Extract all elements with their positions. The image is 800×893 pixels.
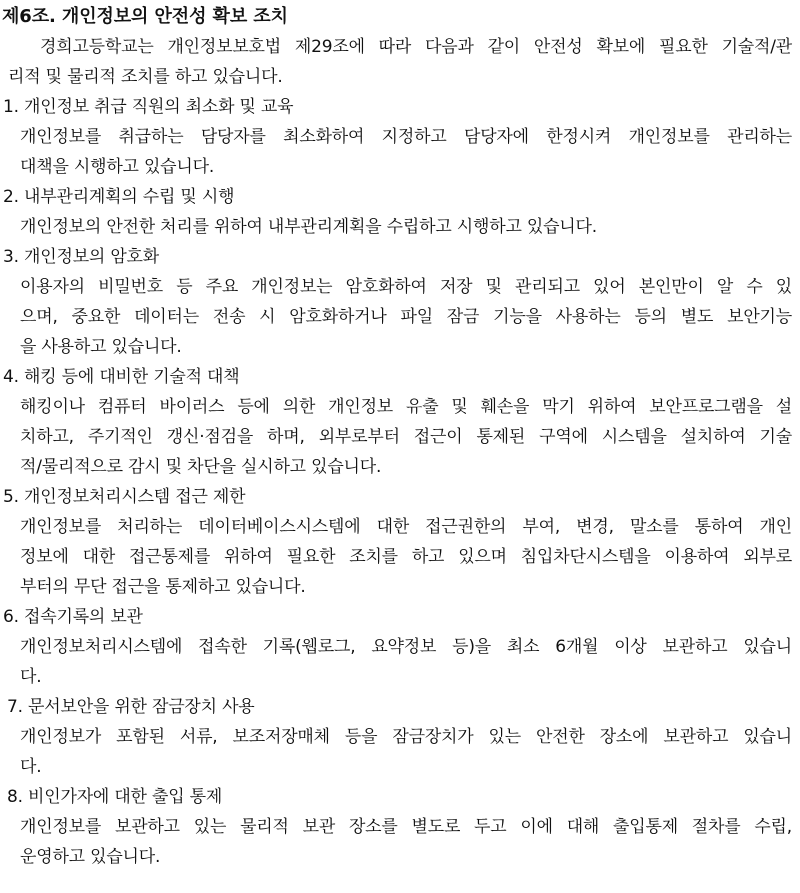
- item-heading: 7. 문서보안을 위한 잠금장치 사용: [7, 697, 255, 717]
- item-body-line: 을 사용하고 있습니다.: [20, 337, 182, 357]
- item-heading: 4. 해킹 등에 대비한 기술적 대책: [3, 367, 240, 387]
- item-body-line: 치하고, 주기적인 갱신·점검을 하며, 외부로부터 접근이 통제된 구역에 시스템을 설치하여 기술: [20, 427, 792, 447]
- item-body-line: 이용자의 비밀번호 등 주요 개인정보는 암호화하여 저장 및 관리되고 있어 본인만이 알 수 있: [20, 277, 792, 297]
- item-body-line: 으며, 중요한 데이터는 전송 시 암호화하거나 파일 잠금 기능을 사용하는 등의 별도 보안기능: [20, 307, 792, 327]
- intro-line-2: 리적 및 물리적 조치를 하고 있습니다.: [8, 67, 283, 87]
- item-body-line: 정보에 대한 접근통제를 위하여 필요한 조치를 하고 있으며 침입차단시스템을 이용하여 외부로: [20, 547, 792, 567]
- item-body-line: 다.: [20, 667, 42, 687]
- item-heading: 5. 개인정보처리시스템 접근 제한: [3, 487, 246, 507]
- item-body-line: 운영하고 있습니다.: [20, 847, 161, 867]
- item-heading: 3. 개인정보의 암호화: [3, 247, 160, 267]
- item-body-line: 해킹이나 컴퓨터 바이러스 등에 의한 개인정보 유출 및 훼손을 막기 위하여 보안프로그램을 설: [20, 397, 792, 417]
- item-body-line: 개인정보를 처리하는 데이터베이스시스템에 대한 접근권한의 부여, 변경, 말소를 통하여 개인: [20, 517, 792, 537]
- intro-line-1: 경희고등학교는 개인정보보호법 제29조에 따라 다음과 같이 안전성 확보에 필요한 기술적/관: [40, 37, 792, 57]
- item-heading: 1. 개인정보 취급 직원의 최소화 및 교육: [3, 97, 294, 117]
- item-body-line: 개인정보처리시스템에 접속한 기록(웹로그, 요약정보 등)을 최소 6개월 이상 보관하고 있습니: [20, 637, 792, 657]
- article-title: 제6조. 개인정보의 안전성 확보 조치: [2, 6, 288, 27]
- item-body-line: 다.: [20, 757, 42, 777]
- item-body-line: 개인정보의 안전한 처리를 위하여 내부관리계획을 수립하고 시행하고 있습니다.: [20, 217, 597, 237]
- item-heading: 2. 내부관리계획의 수립 및 시행: [3, 187, 235, 207]
- item-body-line: 대책을 시행하고 있습니다.: [20, 157, 215, 177]
- item-heading: 6. 접속기록의 보관: [3, 607, 143, 627]
- item-body-line: 부터의 무단 접근을 통제하고 있습니다.: [20, 577, 306, 597]
- item-heading: 8. 비인가자에 대한 출입 통제: [7, 787, 223, 807]
- item-body-line: 개인정보를 취급하는 담당자를 최소화하여 지정하고 담당자에 한정시켜 개인정보를 관리하는: [20, 127, 792, 147]
- item-body-line: 적/물리적으로 감시 및 차단을 실시하고 있습니다.: [20, 457, 382, 477]
- item-body-line: 개인정보를 보관하고 있는 물리적 보관 장소를 별도로 두고 이에 대해 출입통제 절차를 수립,: [20, 817, 792, 837]
- item-body-line: 개인정보가 포함된 서류, 보조저장매체 등을 잠금장치가 있는 안전한 장소에 보관하고 있습니: [20, 727, 792, 747]
